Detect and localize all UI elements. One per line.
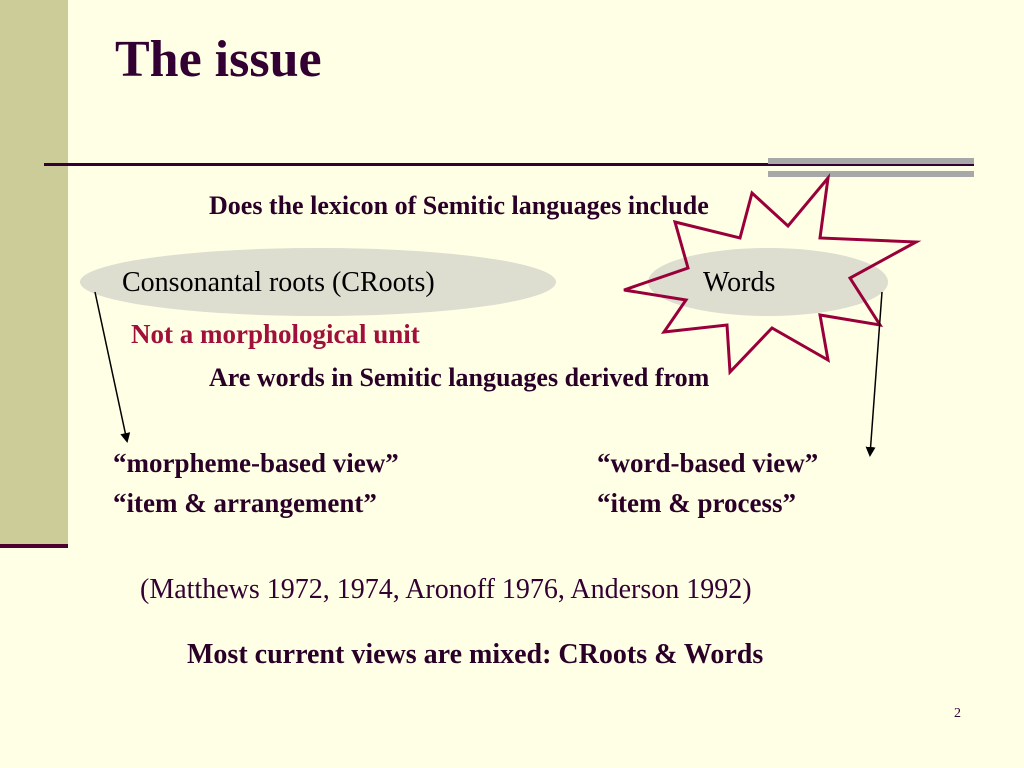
slide-title: The issue [115, 31, 322, 88]
item-arrangement: “item & arrangement” [113, 488, 377, 518]
item-process: “item & process” [597, 488, 796, 518]
croots-label: Consonantal roots (CRoots) [122, 267, 435, 298]
question-lexicon: Does the lexicon of Semitic languages include [209, 191, 709, 220]
morpheme-based-view: “morpheme-based view” [113, 448, 399, 478]
question-derived: Are words in Semitic languages derived from [209, 363, 710, 392]
citation: (Matthews 1972, 1974, Aronoff 1976, Anderson 1992) [140, 574, 752, 605]
words-label: Words [703, 267, 776, 298]
summary-statement: Most current views are mixed: CRoots & Words [187, 639, 764, 670]
not-morphological-note: Not a morphological unit [131, 319, 420, 349]
page-number: 2 [954, 706, 961, 721]
arrow-icon [95, 292, 127, 441]
word-based-view: “word-based view” [597, 448, 819, 478]
